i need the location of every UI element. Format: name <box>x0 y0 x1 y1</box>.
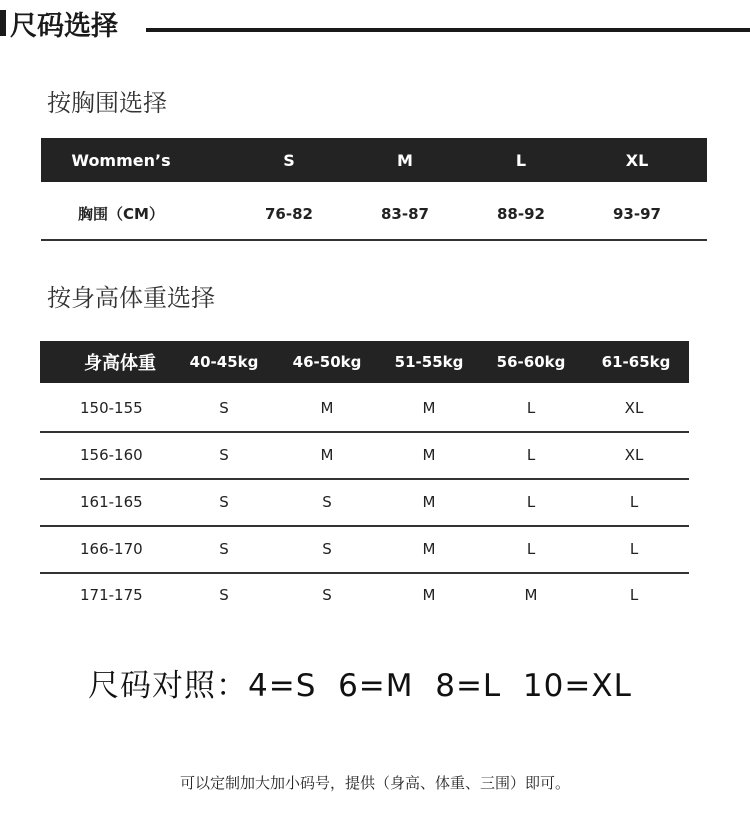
hw-cell: M <box>422 540 436 558</box>
hw-cell: S <box>219 586 229 604</box>
hw-cell: XL <box>624 399 644 417</box>
hw-table-row <box>40 385 689 433</box>
hw-header-col1: 40-45kg <box>189 353 259 371</box>
chest-header-m: M <box>397 150 413 170</box>
hw-header-col2: 46-50kg <box>292 353 362 371</box>
hw-cell: L <box>526 399 536 417</box>
hw-cell: L <box>526 540 536 558</box>
page-title: 尺码选择 <box>10 11 118 42</box>
chest-table-row <box>41 188 707 241</box>
hw-cell: L <box>526 493 536 511</box>
hw-cell: S <box>219 540 229 558</box>
hw-row-height: 150-155 <box>80 399 143 417</box>
chest-header-s: S <box>283 150 295 170</box>
hw-cell: M <box>422 446 436 464</box>
hw-table-row <box>40 526 689 574</box>
hw-cell: M <box>320 446 334 464</box>
hw-header-col5: 61-65kg <box>601 353 671 371</box>
hw-row-height: 161-165 <box>80 493 143 511</box>
hw-row-height: 156-160 <box>80 446 143 464</box>
hw-cell: M <box>422 399 436 417</box>
hw-cell: M <box>524 586 538 604</box>
hw-table-row <box>40 432 689 480</box>
hw-cell: L <box>526 446 536 464</box>
hw-header-col4: 56-60kg <box>496 353 566 371</box>
hw-cell: S <box>219 446 229 464</box>
hw-cell: M <box>422 586 436 604</box>
chest-value-m: 83-87 <box>381 204 429 223</box>
hw-cell: L <box>629 586 639 604</box>
hw-cell: L <box>629 493 639 511</box>
chest-header-xl: XL <box>625 150 649 170</box>
hw-row-height: 171-175 <box>80 586 143 604</box>
chest-value-l: 88-92 <box>497 204 545 223</box>
hw-cell: L <box>629 540 639 558</box>
hw-table-row <box>40 572 689 618</box>
chest-row-label: 胸围（CM） <box>78 205 164 223</box>
hw-table-header <box>40 341 689 383</box>
custom-size-note: 可以定制加大加小码号，提供（身高、体重、三围）即可。 <box>179 774 570 792</box>
chest-header-l: L <box>515 150 527 170</box>
chest-value-s: 76-82 <box>265 204 313 223</box>
hw-header-col3: 51-55kg <box>394 353 464 371</box>
hw-cell: M <box>422 493 436 511</box>
hw-cell: S <box>322 586 332 604</box>
hw-cell: S <box>322 493 332 511</box>
hw-cell: S <box>219 493 229 511</box>
chest-header-label: Wommen’s <box>71 150 171 170</box>
header-accent-bar <box>0 10 6 36</box>
hw-cell: M <box>320 399 334 417</box>
hw-header-label: 身高体重 <box>84 353 156 374</box>
chest-table-header <box>41 138 707 182</box>
header-divider <box>146 28 750 32</box>
chest-value-xl: 93-97 <box>613 204 661 223</box>
hw-section-title: 按身高体重选择 <box>47 284 215 312</box>
hw-cell: XL <box>624 446 644 464</box>
chest-section-title: 按胸围选择 <box>47 89 167 117</box>
hw-row-height: 166-170 <box>80 540 143 558</box>
hw-cell: S <box>322 540 332 558</box>
hw-cell: S <box>219 399 229 417</box>
hw-table-row <box>40 479 689 527</box>
size-conversion-text: 尺码对照：4=S 6=M 8=L 10=XL <box>88 668 632 704</box>
